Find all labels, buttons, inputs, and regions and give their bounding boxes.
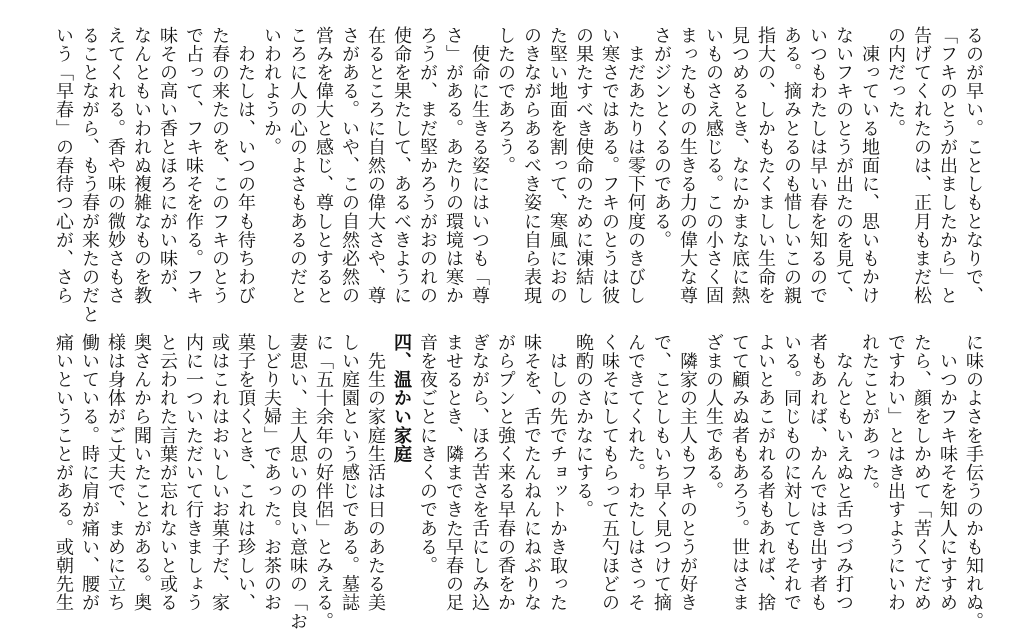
text-line: で、ことしもいち早く見つけて摘	[651, 333, 672, 612]
text-line: るのが早い。ことしもとなりで、	[963, 26, 984, 305]
text-line: 妻思い、主人思いの良い意味の「お	[287, 333, 308, 631]
section-heading: 四、温かい家庭	[391, 333, 412, 464]
lower-text-block	[50, 333, 986, 631]
text-line: したのであろう。	[495, 26, 516, 175]
text-line: 告げてくれたのは、正月もまだ松	[911, 26, 932, 305]
text-line: いつかフキ味そを知人にすすめ	[937, 333, 958, 612]
text-line: 奥さんから聞いたことがある。奥	[131, 333, 152, 612]
text-line: 「フキのとうが出ましたから」と	[937, 26, 958, 305]
text-line: のきながらあるべき姿に自ら表現	[521, 26, 542, 305]
text-line: 働いている。時に肩が痛い、腰が	[79, 333, 100, 612]
text-line: 先生の家庭生活は日のあたる美	[365, 333, 386, 612]
upper-text-block	[50, 26, 986, 324]
text-line: の果たすべき使命のために凍結し	[573, 26, 594, 305]
text-line: の内だった。	[885, 26, 906, 138]
text-line: 様は身体がご丈夫で、まめに立ち	[105, 333, 126, 612]
text-line: ある。摘みとるのも惜しいこの親	[781, 26, 802, 305]
text-line: わたしは、いつの年も待ちわび	[235, 26, 256, 305]
text-line: まだあたりは零下何度のきびし	[625, 26, 646, 305]
text-line: ることながら、もう春が来たのだと	[79, 26, 100, 324]
text-line: えてくれる。香や味の微妙さもさ	[105, 26, 126, 305]
text-line: れたことがあった。	[859, 333, 880, 501]
text-line: んできてくれた。わたしはさっそ	[625, 333, 646, 612]
text-line: しい庭園という感じである。墓誌	[339, 333, 360, 612]
text-line: た堅い地面を割って、寒風におの	[547, 26, 568, 305]
text-line: たら、顔をしかめて「苦くてだめ	[911, 333, 932, 612]
text-line: に「五十余年の好伴侶」とみえる。	[313, 333, 334, 631]
text-line: た春の来たのを、このフキのとう	[209, 26, 230, 305]
text-line: 使命に生きる姿にはいつも「尊	[469, 26, 490, 305]
text-line: はしの先でチョットかき取った	[547, 333, 568, 612]
text-line: がらプンと強く来る早春の香をか	[495, 333, 516, 612]
text-line: まったものの生きる力の偉大な尊	[677, 26, 698, 305]
text-line: 痛いということがある。或朝先生	[53, 333, 74, 612]
text-line: いる。同じものに対してもそれで	[781, 333, 802, 612]
text-line: さがジンとくるのである。	[651, 26, 672, 250]
text-line: ませるとき、隣まできた早春の足	[443, 333, 464, 612]
text-line: 味その高い香とほろにがい味が、	[157, 26, 178, 305]
text-line: 内に一ついただいて行きましょう	[183, 333, 204, 612]
text-line: てて顧みぬ者もあろう。世はさま	[729, 333, 750, 612]
text-line: 或はこれはおいしいお菓子だ、家	[209, 333, 230, 612]
text-line: ないフキのとうが出たのを見て、	[833, 26, 854, 305]
text-line: 営みを偉大と感じ、尊しとすると	[313, 26, 334, 305]
text-line: 晩酌のさかなにする。	[573, 333, 594, 519]
text-line: ろうが、まだ堅かろうがおのれの	[417, 26, 438, 305]
text-line: で占って、フキ味そを作る。フキ	[183, 26, 204, 305]
text-line: い寒さではある。フキのとうは彼	[599, 26, 620, 305]
text-line: ぎながら、ほろ苦さを舌にしみ込	[469, 333, 490, 612]
text-line: ざまの人生である。	[703, 333, 724, 501]
text-line: いわれようか。	[261, 26, 282, 157]
text-line: しどり夫婦」であった。お茶のお	[261, 333, 282, 612]
text-line: 菓子を頂くとき、これは珍しい、	[235, 333, 256, 612]
text-line: さがある。いや、この自然必然の	[339, 26, 360, 305]
text-line: ですわい」とはき出すようにいわ	[885, 333, 906, 612]
text-line: ころに人の心のよさもあるのだと	[287, 26, 308, 305]
text-line: 隣家の主人もフキのとうが好き	[677, 333, 698, 612]
text-line: いう「早春」の春待つ心が、さら	[53, 26, 74, 305]
text-line: 凍っている地面に、思いもかけ	[859, 26, 880, 305]
text-line: なんともいわれぬ複雑なものを教	[131, 26, 152, 305]
text-line: 指大の、しかもたくましい生命を	[755, 26, 776, 305]
text-line: いつもわたしは早い春を知るので	[807, 26, 828, 305]
text-line: く味そにしてもらって五勺ほどの	[599, 333, 620, 612]
text-line: 者もあれば、かんではき出す者も	[807, 333, 828, 612]
text-line: さ」がある。あたりの環境は寒か	[443, 26, 464, 305]
text-line: と云われた言葉が忘れないと或る	[157, 333, 178, 612]
text-line: に味のよさを手伝うのかも知れぬ。	[963, 333, 984, 631]
text-line: なんともいえぬと舌つづみ打つ	[833, 333, 854, 612]
text-line: 見つめるとき、なにかまな底に熱	[729, 26, 750, 305]
text-line: いものさえ感じる。この小さく固	[703, 26, 724, 305]
text-line: 在るところに自然の偉大さや、尊	[365, 26, 386, 305]
text-line: 味そを、舌でたんねんにねぶりな	[521, 333, 542, 612]
text-line: 使命を果たして、あるべきように	[391, 26, 412, 305]
text-line: よいとあこがれる者もあれば、捨	[755, 333, 776, 612]
text-line: 音を夜ごとにきくのである。	[417, 333, 438, 575]
